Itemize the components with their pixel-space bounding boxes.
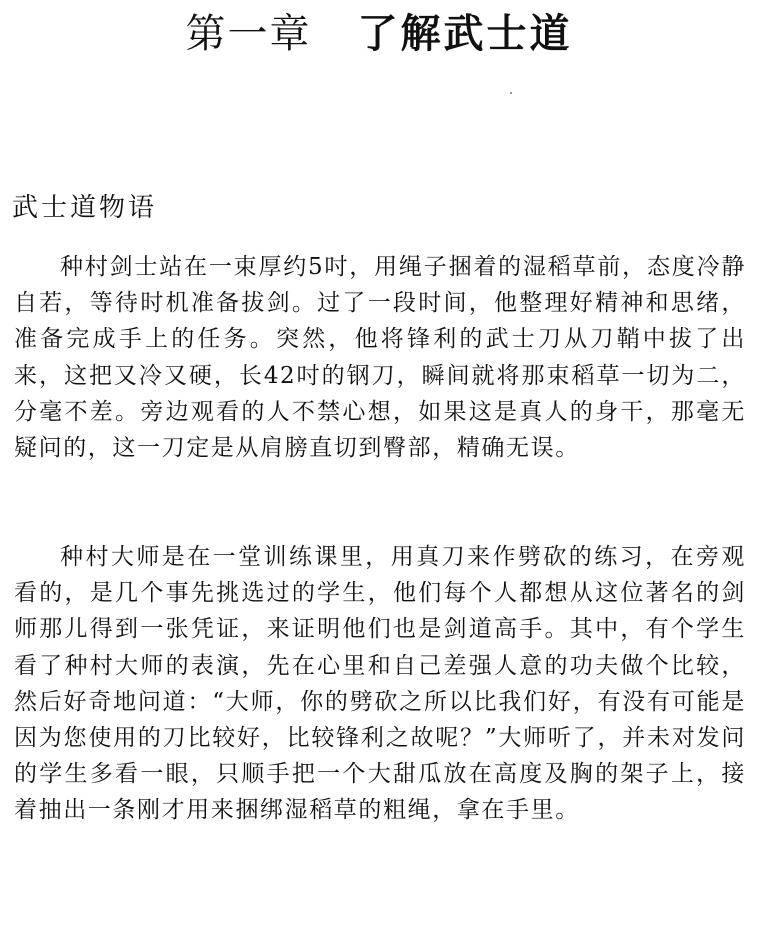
print-speck: [510, 92, 512, 94]
chapter-number: 第一章: [185, 11, 312, 57]
chapter-title: 了解武士道: [357, 10, 573, 57]
body-paragraph: 种村大师是在一堂训练课里，用真刀来作劈砍的练习，在旁观看的，是几个事先挑选过的学生，他们每个人都想从这位著名的剑师那儿得到一张凭证，来证明他们也是剑道高手。其中，有个学生看了种村大师的表演，先在心里和自己差强人意的功夫做个比较，然后好奇地问道：“大师，你的劈砍之所以比我们好，有没有可能是因为您使用的刀比较好，比较锋利之故呢？”大师听了，并未对发问的学生多看一眼，只顺手把一个大甜瓜放在高度及胸的架子上，接着抽出一条刚才用来捆绑湿稻草的粗绳，拿在手里。: [14, 544, 746, 824]
body-paragraph: 种村剑士站在一束厚约5吋，用绳子捆着的湿稻草前，态度冷静自若，等待时机准备拔剑。过了一段时间，他整理好精神和思绪，准备完成手上的任务。突然，他将锋利的武士刀从刀鞘中拔了出来，这把又冷又硬，长42吋的钢刀，瞬间就将那束稻草一切为二，分毫不差。旁边观看的人不禁心想，如果这是真人的身干，那毫无疑问的，这一刀定是从肩膀直切到臀部，精确无误。: [14, 254, 746, 462]
section-title: 武士道物语: [12, 193, 158, 223]
chapter-heading: [0, 6, 758, 62]
